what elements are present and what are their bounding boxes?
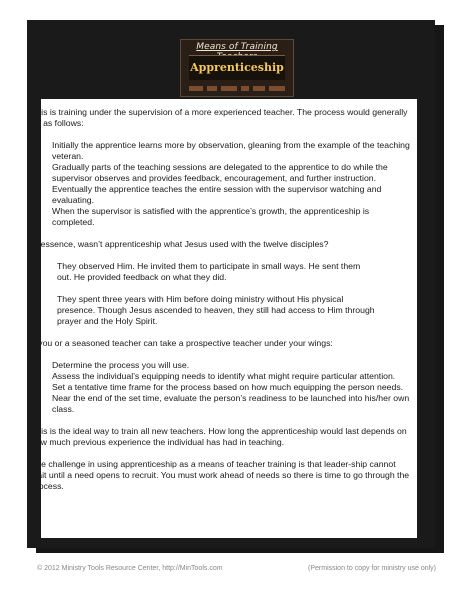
bullet-icon: • xyxy=(33,382,37,392)
step-number: 4) xyxy=(31,206,39,216)
step-item xyxy=(31,206,411,228)
bullet-list xyxy=(31,360,411,415)
ideal-paragraph: This is the ideal way to train all new teachers. How long the apprenticeship would last depends on how much previous experience the individual has had in teaching. xyxy=(31,426,407,447)
footer-copyright: © 2012 Ministry Tools Resource Center, http://MinTools.com xyxy=(37,565,223,572)
series-title: Means of Training xyxy=(196,42,278,52)
quote-paragraph-2: They spent three years with Him before doing ministry without His physical presence. Though Jesus ascended to heaven, they still had access to Him through prayer and the Holy Spirit. xyxy=(57,294,375,326)
bullet-item xyxy=(31,382,411,393)
step-item xyxy=(31,184,411,206)
intro-paragraph: This is training under the supervision of a more experienced teacher. The process would generally be as follows: xyxy=(31,107,408,128)
step-number: 2) xyxy=(31,162,39,172)
bullet-icon: • xyxy=(33,371,37,381)
quote-paragraph-1: They observed Him. He invited them to participate in small ways. He sent them out. He provided feedback on what they did. xyxy=(57,261,361,282)
step-text: Initially the apprentice learns more by observation, gleaning from the example of the teaching veteran. xyxy=(52,140,410,161)
header-decoration xyxy=(189,86,285,92)
footer-permission: (Permission to copy for ministry use only) xyxy=(308,565,436,572)
document-body xyxy=(31,107,411,503)
bullet-item xyxy=(31,360,411,371)
step-number: 3) xyxy=(31,184,39,194)
step-text: When the supervisor is satisfied with the apprentice’s growth, the apprenticeship is completed. xyxy=(52,206,370,227)
step-item xyxy=(31,162,411,184)
header-badge xyxy=(180,39,294,97)
bullet-text: Set a tentative time frame for the process based on how much equipping the person needs. xyxy=(52,382,404,392)
bullet-item xyxy=(31,393,411,415)
bullet-text: Near the end of the set time, evaluate the person’s readiness to be launched into his/her own class. xyxy=(52,393,410,414)
step-text: Eventually the apprentice teaches the entire session with the supervisor watching and evaluating. xyxy=(52,184,382,205)
step-item xyxy=(31,140,411,162)
step-text: Gradually parts of the teaching sessions are delegated to the apprentice to do while the supervisor observes and provides feedback, encouragement, and further instruction. xyxy=(52,162,388,183)
step-number: 1) xyxy=(31,140,39,150)
page-title: Apprenticeship xyxy=(189,55,285,80)
question-paragraph: In essence, wasn’t apprenticeship what Jesus used with the twelve disciples? xyxy=(31,239,329,249)
bullet-icon: • xyxy=(33,393,37,403)
bullet-item xyxy=(31,371,411,382)
process-steps xyxy=(31,140,411,228)
bullet-text: Assess the individual’s equipping needs to identify what might require particular attention. xyxy=(52,371,396,381)
bullet-text: Determine the process you will use. xyxy=(52,360,190,370)
challenge-paragraph: The challenge in using apprenticeship as a means of teacher training is that leader-ship cannot wait until a need opens to recruit. You must work ahead of needs so there is time to go through the process. xyxy=(31,459,410,491)
wings-intro-paragraph: If you or a seasoned teacher can take a prospective teacher under your wings: xyxy=(31,338,333,348)
bullet-icon: • xyxy=(33,360,37,370)
